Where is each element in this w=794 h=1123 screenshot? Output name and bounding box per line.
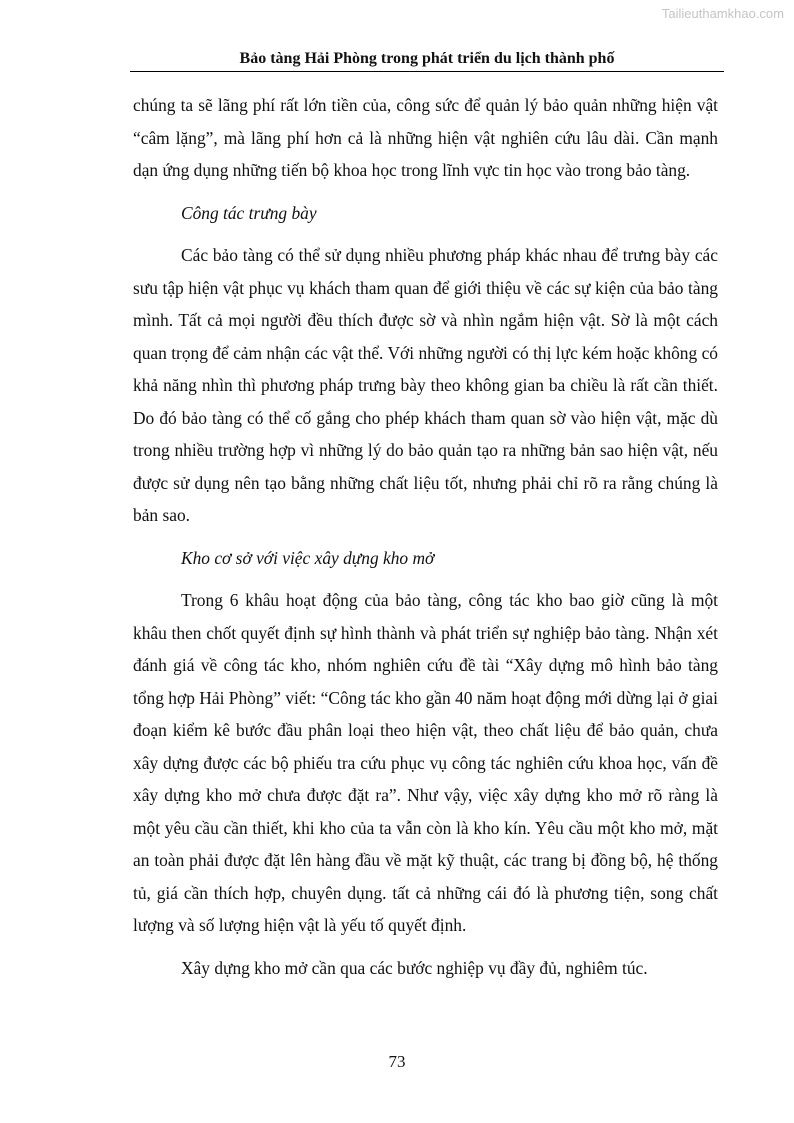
- watermark: Tailieuthamkhao.com: [661, 6, 784, 21]
- running-header: Bảo tàng Hải Phòng trong phát triển du lịch thành phố: [239, 50, 615, 67]
- page-number: 73: [388, 1052, 406, 1071]
- page-body: [133, 89, 718, 984]
- header-divider: [130, 71, 724, 72]
- section-heading: Kho cơ sở với việc xây dựng kho mở: [181, 547, 435, 568]
- body-paragraph: Các bảo tàng có thể sử dụng nhiều phương pháp khác nhau để trưng bày các sưu tập hiện vật phục vụ khách tham quan để giới thiệu về các sự kiện của bảo tàng mình. Tất cả mọi người đều thích được sờ và nhìn ngắm hiện vật. Sờ là một cách quan trọng để cảm nhận các vật thể. Với những người có thị lực kém hoặc không có khả năng nhìn thì phương pháp trưng bày theo không gian ba chiều là rất cần thiết. Do đó bảo tàng có thể cố gắng cho phép khách tham quan sờ vào hiện vật, mặc dù trong nhiều trường hợp vì những lý do bảo quản tạo ra những bản sao hiện vật, nếu được sử dụng nên tạo bằng những chất liệu tốt, nhưng phải chỉ rõ ra rằng chúng là bản sao.: [133, 245, 718, 525]
- body-paragraph: chúng ta sẽ lãng phí rất lớn tiền của, công sức để quản lý bảo quản những hiện vật “câm lặng”, mà lãng phí hơn cả là những hiện vật nghiên cứu lâu dài. Cần mạnh dạn ứng dụng những tiến bộ khoa học trong lĩnh vực tin học vào trong bảo tàng.: [133, 95, 718, 180]
- body-paragraph: Xây dựng kho mở cần qua các bước nghiệp vụ đầy đủ, nghiêm túc.: [181, 957, 648, 978]
- section-heading: Công tác trưng bày: [181, 202, 317, 223]
- body-paragraph: Trong 6 khâu hoạt động của bảo tàng, công tác kho bao giờ cũng là một khâu then chốt quyết định sự hình thành và phát triển sự nghiệp bảo tàng. Nhận xét đánh giá về công tác kho, nhóm nghiên cứu đề tài “Xây dựng mô hình bảo tàng tổng hợp Hải Phòng” viết: “Công tác kho gần 40 năm hoạt động mới dừng lại ở giai đoạn kiểm kê bước đầu phân loại theo hiện vật, theo chất liệu để bảo quản, chưa xây dựng được các bộ phiếu tra cứu phục vụ công tác nghiên cứu khoa học, vấn đề xây dựng kho mở chưa được đặt ra”. Như vậy, việc xây dựng kho mở rõ ràng là một yêu cầu cần thiết, khi kho của ta vẫn còn là kho kín. Yêu cầu một kho mở, mặt an toàn phải được đặt lên hàng đầu về mặt kỹ thuật, các trang bị đồng bộ, hệ thống tủ, giá cần thích hợp, chuyên dụng. tất cả những cái đó là phương tiện, song chất lượng và số lượng hiện vật là yếu tố quyết định.: [133, 590, 718, 935]
